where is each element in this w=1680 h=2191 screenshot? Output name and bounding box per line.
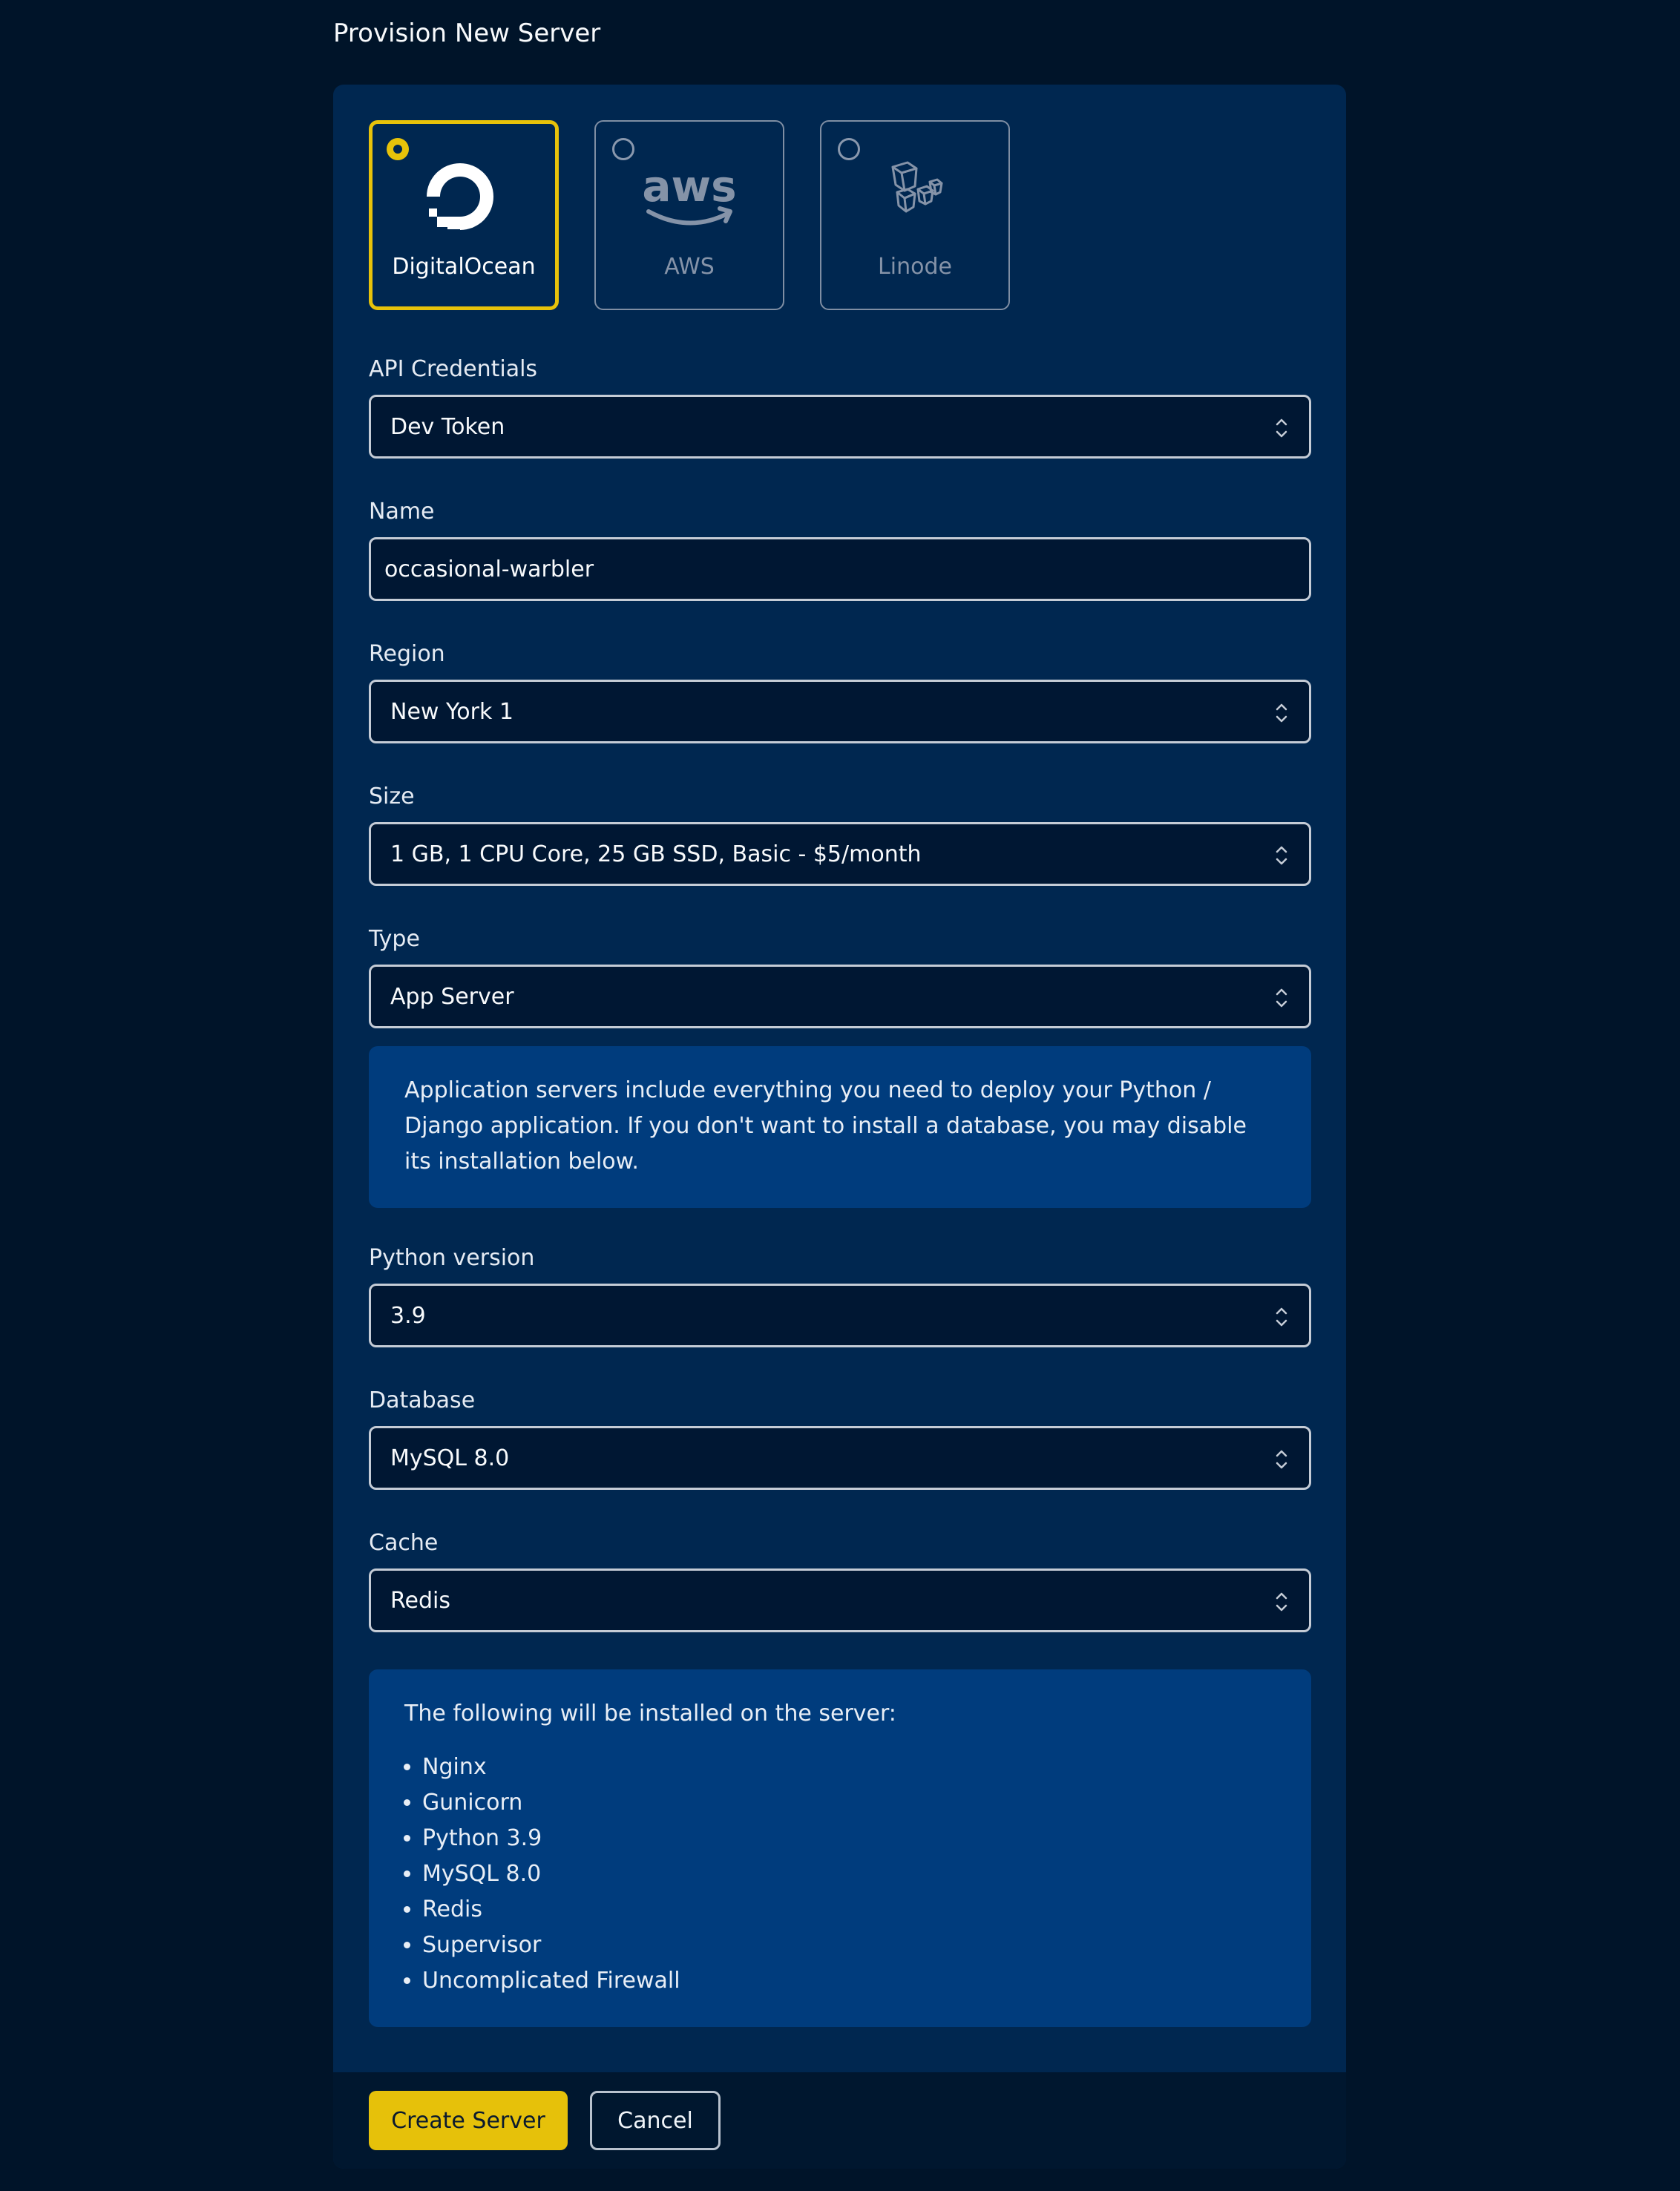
chevron-up-down-icon bbox=[1275, 1306, 1288, 1328]
python-value: 3.9 bbox=[390, 1302, 426, 1329]
credentials-label: API Credentials bbox=[369, 356, 538, 382]
chevron-up-down-icon bbox=[1275, 987, 1288, 1009]
database-field bbox=[369, 1386, 1311, 1490]
install-item: • Gunicorn bbox=[422, 1785, 1276, 1821]
region-label: Region bbox=[369, 641, 445, 667]
create-server-button[interactable]: Create Server bbox=[369, 2091, 568, 2150]
credentials-select[interactable] bbox=[369, 395, 1311, 459]
svg-text:aws: aws bbox=[642, 161, 737, 211]
linode-logo-icon bbox=[821, 156, 1008, 237]
type-info-text: Application servers include everything you need to deploy your Python / Django application. If you don't want to install a database, you may disable its installation below. bbox=[404, 1077, 1247, 1175]
form-body bbox=[369, 120, 1311, 2027]
cache-value: Redis bbox=[390, 1587, 450, 1614]
credentials-value: Dev Token bbox=[390, 413, 505, 440]
type-label: Type bbox=[369, 926, 420, 952]
name-value: occasional-warbler bbox=[384, 556, 594, 582]
python-field bbox=[369, 1244, 1311, 1347]
name-field bbox=[369, 497, 1311, 601]
install-item: • Nginx bbox=[422, 1750, 1276, 1785]
install-summary-box bbox=[369, 1669, 1311, 2027]
provider-option-digitalocean[interactable] bbox=[369, 120, 559, 310]
chevron-up-down-icon bbox=[1275, 1448, 1288, 1471]
aws-logo-icon bbox=[596, 156, 783, 237]
python-label: Python version bbox=[369, 1245, 535, 1271]
install-item: • Redis bbox=[422, 1892, 1276, 1928]
type-field bbox=[369, 924, 1311, 1028]
name-label: Name bbox=[369, 499, 435, 525]
type-value: App Server bbox=[390, 983, 514, 1010]
provider-name: AWS bbox=[664, 254, 715, 280]
size-label: Size bbox=[369, 784, 415, 809]
region-select[interactable] bbox=[369, 680, 1311, 743]
python-select[interactable] bbox=[369, 1284, 1311, 1347]
chevron-up-down-icon bbox=[1275, 702, 1288, 724]
region-field bbox=[369, 640, 1311, 743]
credentials-field bbox=[369, 355, 1311, 459]
chevron-up-down-icon bbox=[1275, 844, 1288, 867]
page-title: Provision New Server bbox=[333, 19, 601, 48]
chevron-up-down-icon bbox=[1275, 417, 1288, 439]
provision-card bbox=[333, 85, 1346, 2169]
cache-select[interactable] bbox=[369, 1568, 1311, 1632]
digitalocean-logo-icon bbox=[373, 156, 555, 237]
provider-option-aws[interactable] bbox=[594, 120, 784, 310]
cancel-button[interactable]: Cancel bbox=[590, 2091, 721, 2150]
size-value: 1 GB, 1 CPU Core, 25 GB SSD, Basic - $5/month bbox=[390, 841, 922, 867]
provider-name: DigitalOcean bbox=[392, 254, 536, 280]
install-item: • MySQL 8.0 bbox=[422, 1856, 1276, 1892]
install-list bbox=[404, 1750, 1276, 1999]
region-value: New York 1 bbox=[390, 698, 513, 725]
provider-option-linode[interactable] bbox=[820, 120, 1010, 310]
provider-selector bbox=[369, 120, 1311, 310]
type-select[interactable] bbox=[369, 965, 1311, 1028]
install-heading: The following will be installed on the server: bbox=[404, 1701, 896, 1727]
install-item: • Uncomplicated Firewall bbox=[422, 1963, 1276, 1999]
database-value: MySQL 8.0 bbox=[390, 1445, 510, 1471]
size-select[interactable] bbox=[369, 822, 1311, 886]
provider-name: Linode bbox=[878, 254, 952, 280]
cache-label: Cache bbox=[369, 1530, 439, 1556]
cache-field bbox=[369, 1528, 1311, 1632]
name-input[interactable] bbox=[369, 537, 1311, 601]
form-footer bbox=[333, 2072, 1346, 2169]
database-label: Database bbox=[369, 1387, 476, 1413]
size-field bbox=[369, 782, 1311, 886]
type-info-box bbox=[369, 1046, 1311, 1208]
install-item: • Python 3.9 bbox=[422, 1821, 1276, 1856]
database-select[interactable] bbox=[369, 1426, 1311, 1490]
chevron-up-down-icon bbox=[1275, 1591, 1288, 1613]
install-item: • Supervisor bbox=[422, 1928, 1276, 1963]
